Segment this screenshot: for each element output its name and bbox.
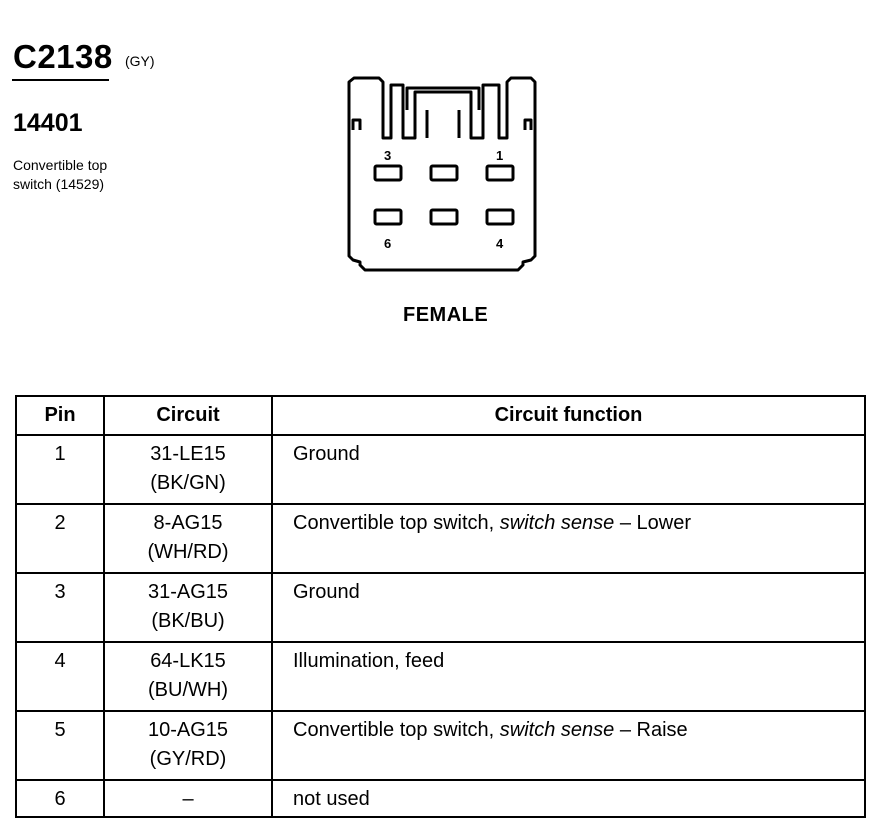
connector-diagram: [335, 70, 555, 275]
table-header-row: [16, 396, 865, 435]
table-row: [16, 504, 865, 573]
circuit-cell: [104, 642, 272, 711]
wire-color: (BU/WH): [148, 679, 228, 701]
function-cell: [272, 780, 865, 817]
pin-label-4: 4: [496, 236, 504, 251]
function-cell: [272, 711, 865, 780]
function-text: Convertible top switch,: [293, 512, 500, 534]
connector-color: (GY): [125, 53, 155, 69]
function-suffix: – Raise: [614, 719, 688, 741]
pin-cell: 2: [16, 504, 104, 573]
function-text: not used: [293, 788, 370, 810]
circuit-cell: [104, 711, 272, 780]
circuit-code: 64-LK15: [150, 650, 226, 672]
part-number: 14401: [13, 109, 83, 137]
function-cell: [272, 435, 865, 504]
wire-color: (WH/RD): [147, 541, 229, 563]
circuit-code: –: [182, 788, 194, 810]
column-header-function: Circuit function: [272, 396, 865, 435]
circuit-cell: [104, 504, 272, 573]
column-header-circuit: Circuit: [104, 396, 272, 435]
wire-color: (BK/BU): [151, 610, 225, 632]
function-suffix: – Lower: [614, 512, 691, 534]
pin-label-1: 1: [496, 148, 504, 163]
function-text: Ground: [293, 443, 360, 465]
circuit-cell: [104, 780, 272, 817]
pin-cell: 6: [16, 780, 104, 817]
connector-id: C2138: [13, 38, 113, 75]
pin-cavities: [375, 166, 513, 224]
column-header-pin: Pin: [16, 396, 104, 435]
function-text: Illumination, feed: [293, 650, 445, 672]
function-emphasis: switch sense: [499, 719, 615, 741]
circuit-code: 10-AG15: [147, 719, 229, 741]
table-row: [16, 642, 865, 711]
pin-cell: 4: [16, 642, 104, 711]
function-text: Ground: [293, 581, 360, 603]
pin-cell: 5: [16, 711, 104, 780]
wire-color: (BK/GN): [150, 472, 226, 494]
component-description: [13, 156, 163, 194]
function-text: Convertible top switch,: [293, 719, 500, 741]
circuit-code: 31-AG15: [147, 581, 229, 603]
pin-cell: 3: [16, 573, 104, 642]
pin-label-3: 3: [384, 148, 392, 163]
table-row: [16, 780, 865, 817]
connector-gender-label: FEMALE: [403, 304, 489, 326]
wire-color: (GY/RD): [149, 748, 227, 770]
circuit-cell: [104, 435, 272, 504]
function-cell: [272, 573, 865, 642]
description-line-2: switch (14529): [13, 176, 105, 192]
circuit-cell: [104, 573, 272, 642]
circuit-code: 8-AG15: [153, 512, 223, 534]
function-emphasis: switch sense: [499, 512, 615, 534]
title-underline: [12, 79, 109, 81]
pin-cell: 1: [16, 435, 104, 504]
function-cell: [272, 642, 865, 711]
pin-label-6: 6: [384, 236, 392, 251]
circuit-code: 31-LE15: [150, 443, 226, 465]
function-cell: [272, 504, 865, 573]
description-line-1: Convertible top: [13, 157, 108, 173]
table-row: [16, 435, 865, 504]
pin-table: [15, 395, 866, 818]
table-row: [16, 573, 865, 642]
table-row: [16, 711, 865, 780]
